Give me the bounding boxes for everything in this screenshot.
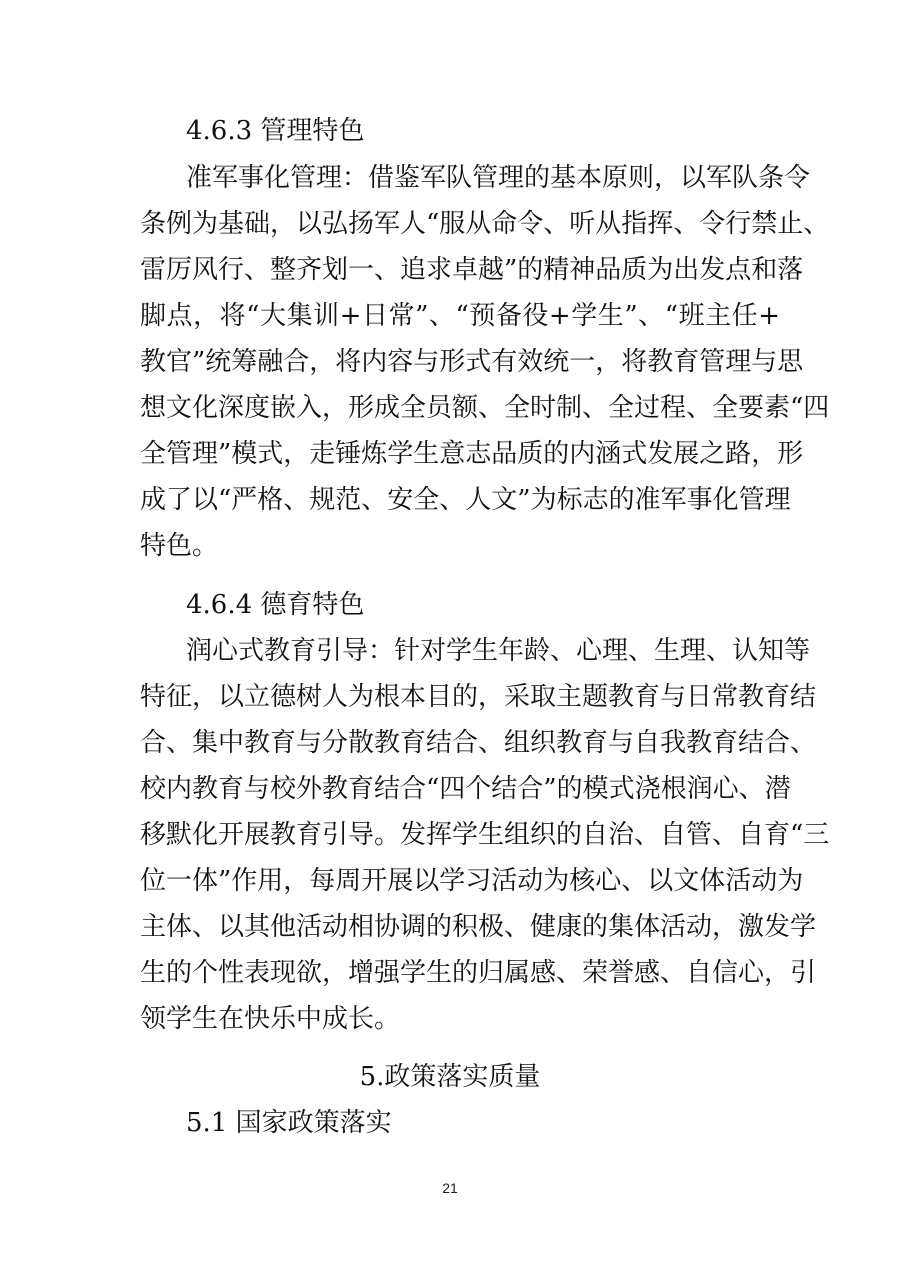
paragraph-line: 生的个性表现欲，增强学生的归属感、荣誉感、自信心，引: [140, 958, 817, 988]
paragraph-line: 位一体”作用，每周开展以学习活动为核心、以文体活动为: [140, 866, 804, 896]
paragraph-line: 想文化深度嵌入，形成全员额、全时制、全过程、全要素“四: [140, 393, 830, 423]
chapter-heading-5: 5.政策落实质量: [359, 1062, 541, 1092]
page-number: 21: [442, 1180, 458, 1196]
paragraph-line: 准军事化管理：借鉴军队管理的基本原则，以军队条令: [186, 163, 811, 193]
paragraph-line: 条例为基础，以弘扬军人“服从命令、听从指挥、令行禁止、: [140, 209, 830, 239]
paragraph-line: 校内教育与校外教育结合“四个结合”的模式浇根润心、潜: [140, 774, 791, 804]
paragraph-line: 特色。: [140, 531, 219, 561]
paragraph-line: 领学生在快乐中成长。: [140, 1004, 401, 1034]
paragraph-line: 全管理”模式，走锤炼学生意志品质的内涵式发展之路，形: [140, 439, 804, 469]
section-heading-4-6-3: 4.6.3 管理特色: [186, 116, 365, 146]
paragraph-line: 合、集中教育与分散教育结合、组织教育与自我教育结合、: [140, 728, 817, 758]
paragraph-line: 特征，以立德树人为根本目的，采取主题教育与日常教育结: [140, 682, 817, 712]
paragraph-line: 雷厉风行、整齐划一、追求卓越”的精神品质为出发点和落: [140, 255, 804, 285]
paragraph-line: 成了以“严格、规范、安全、人文”为标志的准军事化管理: [140, 485, 791, 515]
section-heading-4-6-4: 4.6.4 德育特色: [186, 590, 365, 620]
paragraph-line: 教官”统筹融合，将内容与形式有效统一，将教育管理与思: [140, 347, 804, 377]
paragraph-line: 移默化开展教育引导。发挥学生组织的自治、自管、自育“三: [140, 820, 830, 850]
paragraph-line: 脚点，将“大集训+日常”、“预备役+学生”、“班主任+: [140, 301, 780, 331]
section-heading-5-1: 5.1 国家政策落实: [186, 1108, 392, 1138]
paragraph-line: 润心式教育引导：针对学生年龄、心理、生理、认知等: [186, 636, 811, 666]
paragraph-line: 主体、以其他活动相协调的积极、健康的集体活动，激发学: [140, 912, 817, 942]
